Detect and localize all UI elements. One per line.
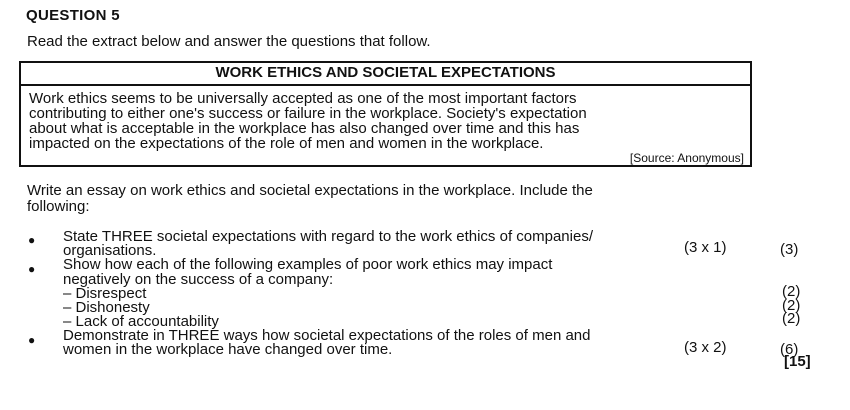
question-instruction: Read the extract below and answer the questions that follow. — [27, 33, 431, 50]
task-line: Write an essay on work ethics and societal expectations in the workplace. Include the — [27, 182, 593, 199]
dash-item-dishonesty: – Dishonesty — [63, 299, 150, 316]
bullet-1-sub-mark: (3 x 1) — [684, 239, 727, 256]
bullet-3-line-2: women in the workplace have changed over time. — [63, 341, 393, 358]
dash-item-disrespect-mark: (2) — [782, 283, 801, 300]
bullet-1-line-1: State THREE societal expectations with regard to the work ethics of companies/ — [63, 228, 593, 245]
extract-body — [29, 91, 742, 151]
bullet-1-line-2: organisations. — [63, 242, 157, 259]
bullet-icon: ● — [28, 262, 36, 276]
extract-line: contributing to either one's success or failure in the workplace. Society's expectation — [29, 105, 587, 122]
bullet-2-line-1: Show how each of the following examples of poor work ethics may impact — [63, 256, 553, 273]
bullet-1-mark: (3) — [780, 241, 799, 258]
bullet-3-line-1: Demonstrate in THREE ways how societal expectations of the roles of men and — [63, 327, 591, 344]
dash-item-accountability-mark: (2) — [782, 310, 801, 327]
extract-title: WORK ETHICS AND SOCIETAL EXPECTATIONS — [215, 64, 556, 81]
essay-task — [27, 183, 747, 215]
extract-line: Work ethics seems to be universally accepted as one of the most important factors — [29, 90, 577, 107]
bullet-icon: ● — [28, 333, 36, 347]
bullet-2-line-2: negatively on the success of a company: — [63, 271, 334, 288]
bullet-icon: ● — [28, 233, 36, 247]
extract-source: [Source: Anonymous] — [629, 151, 744, 165]
extract-line: about what is acceptable in the workplace has also changed over time and this has — [29, 120, 580, 137]
question-heading: QUESTION 5 — [26, 7, 120, 24]
total-mark: [15] — [784, 353, 811, 370]
dash-item-dishonesty-mark: (2) — [782, 297, 801, 314]
dash-item-accountability: – Lack of accountability — [63, 313, 219, 330]
bullet-3-mark: (6) — [780, 341, 799, 358]
extract-line: impacted on the expectations of the role of men and women in the workplace. — [29, 135, 544, 152]
dash-item-disrespect: – Disrespect — [63, 285, 147, 302]
extract-divider — [21, 84, 750, 86]
task-line: following: — [27, 198, 90, 215]
bullet-3-sub-mark: (3 x 2) — [684, 339, 727, 356]
extract-box — [19, 61, 752, 167]
